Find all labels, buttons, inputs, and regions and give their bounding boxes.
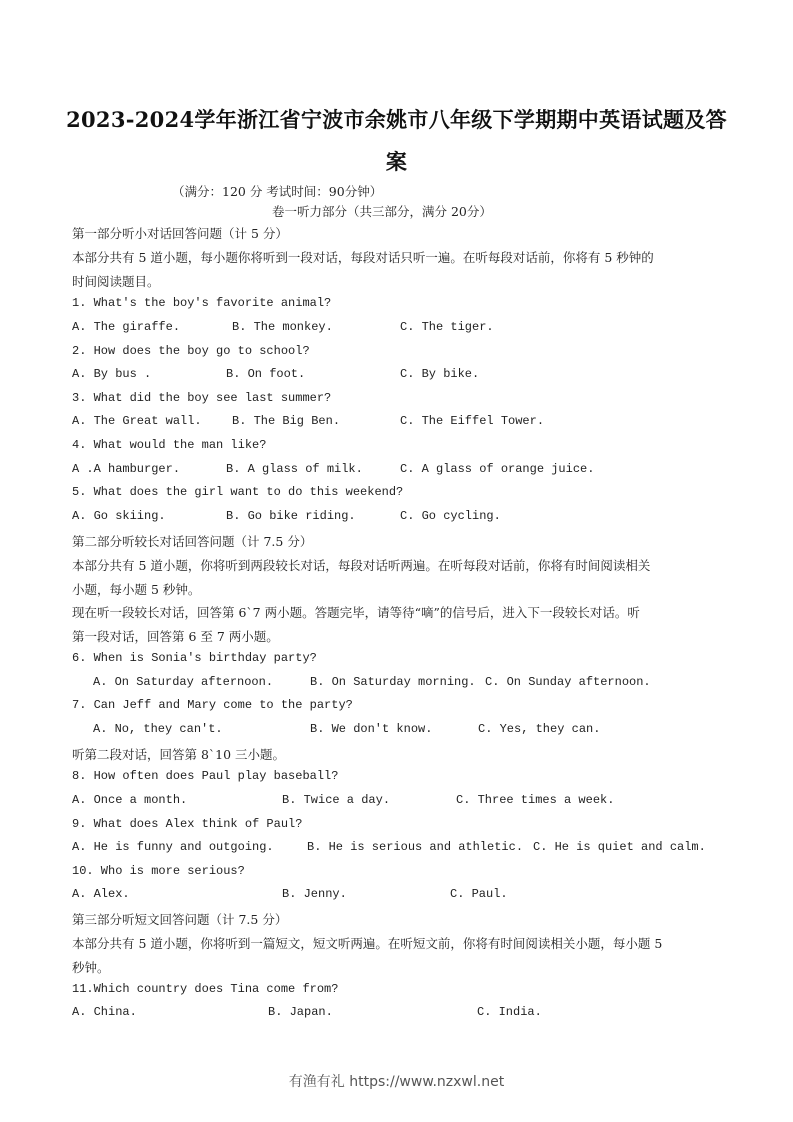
question-9: 9. What does Alex think of Paul? xyxy=(72,817,303,831)
q3-option-a: A. The Great wall. xyxy=(72,414,202,428)
part2-intro-cont: 小题，每小题 5 秒钟。 xyxy=(72,582,201,597)
question-10: 10. Who is more serious? xyxy=(72,864,245,878)
part1-intro-cont: 时间阅读题目。 xyxy=(72,274,160,289)
q7-option-b: B. We don't know. xyxy=(310,722,433,736)
q8-option-a: A. Once a month. xyxy=(72,793,188,807)
q3-option-c: C. The Eiffel Tower. xyxy=(400,414,545,428)
q11-option-a: A. China. xyxy=(72,1005,137,1019)
question-8: 8. How often does Paul play baseball? xyxy=(72,769,339,783)
q9-option-b: B. He is serious and athletic. xyxy=(307,840,524,854)
question-4: 4. What would the man like? xyxy=(72,438,267,452)
question-6: 6. When is Sonia's birthday party? xyxy=(72,651,317,665)
q4-option-c: C. A glass of orange juice. xyxy=(400,462,595,476)
part1-intro: 本部分共有 5 道小题，每小题你将听到一段对话，每段对话只听一遍。在听每段对话前，你将有 5 秒钟的 xyxy=(72,250,654,265)
question-5: 5. What does the girl want to do this weekend? xyxy=(72,485,404,499)
q1-option-a: A. The giraffe. xyxy=(72,320,181,334)
q1-option-c: C. The tiger. xyxy=(400,320,494,334)
part3-heading: 第三部分听短文回答问题（计 7.5 分） xyxy=(72,912,288,927)
part1-heading: 第一部分听小对话回答问题（计 5 分） xyxy=(72,226,288,241)
question-7: 7. Can Jeff and Mary come to the party? xyxy=(72,698,353,712)
q8-option-c: C. Three times a week. xyxy=(456,793,615,807)
q11-option-c: C. India. xyxy=(477,1005,542,1019)
q2-option-c: C. By bike. xyxy=(400,367,480,381)
question-1: 1. What's the boy's favorite animal? xyxy=(72,296,332,310)
q10-option-c: C. Paul. xyxy=(450,887,508,901)
q7-option-c: C. Yes, they can. xyxy=(478,722,601,736)
question-11: 11.Which country does Tina come from? xyxy=(72,982,339,996)
q10-option-a: A. Alex. xyxy=(72,887,130,901)
part2-instruction-cont: 第一段对话，回答第 6 至 7 两小题。 xyxy=(72,629,279,644)
q5-option-a: A. Go skiing. xyxy=(72,509,166,523)
footer-watermark: 有渔有礼 https://www.nzxwl.net xyxy=(288,1074,505,1090)
part3-intro: 本部分共有 5 道小题，你将听到一篇短文，短文听两遍。在听短文前，你将有时间阅读相关小题，每小题 5 xyxy=(72,936,663,951)
part2-intro: 本部分共有 5 道小题，你将听到两段较长对话，每段对话听两遍。在听每段对话前，你将有时间阅读相关 xyxy=(72,558,651,573)
document-title-line2: 案 xyxy=(385,149,408,174)
q1-option-b: B. The monkey. xyxy=(232,320,333,334)
part2-instruction-2: 听第二段对话，回答第 8`10 三小题。 xyxy=(72,747,286,762)
q4-option-b: B. A glass of milk. xyxy=(226,462,363,476)
document-title-line1: 2023-2024学年浙江省宁波市余姚市八年级下学期期中英语试题及答 xyxy=(66,107,727,132)
q3-option-b: B. The Big Ben. xyxy=(232,414,341,428)
exam-meta: （满分：120 分 考试时间：90分钟） xyxy=(172,184,383,199)
q9-option-c: C. He is quiet and calm. xyxy=(533,840,706,854)
q8-option-b: B. Twice a day. xyxy=(282,793,391,807)
q5-option-c: C. Go cycling. xyxy=(400,509,501,523)
q6-option-a: A. On Saturday afternoon. xyxy=(93,675,274,689)
question-2: 2. How does the boy go to school? xyxy=(72,344,310,358)
q6-option-b: B. On Saturday morning. xyxy=(310,675,476,689)
q2-option-b: B. On foot. xyxy=(226,367,306,381)
q6-option-c: C. On Sunday afternoon. xyxy=(485,675,651,689)
q10-option-b: B. Jenny. xyxy=(282,887,347,901)
q9-option-a: A. He is funny and outgoing. xyxy=(72,840,274,854)
q4-option-a: A .A hamburger. xyxy=(72,462,181,476)
part2-heading: 第二部分听较长对话回答问题（计 7.5 分） xyxy=(72,534,313,549)
q5-option-b: B. Go bike riding. xyxy=(226,509,356,523)
paper-section-heading: 卷一听力部分（共三部分，满分 20分） xyxy=(272,204,492,219)
question-3: 3. What did the boy see last summer? xyxy=(72,391,332,405)
part3-intro-cont: 秒钟。 xyxy=(72,960,110,975)
q2-option-a: A. By bus . xyxy=(72,367,152,381)
q11-option-b: B. Japan. xyxy=(268,1005,333,1019)
part2-instruction: 现在听一段较长对话，回答第 6`7 两小题。答题完毕，请等待“嘀”的信号后，进入下一段较长对话。听 xyxy=(72,605,640,620)
q7-option-a: A. No, they can't. xyxy=(93,722,223,736)
